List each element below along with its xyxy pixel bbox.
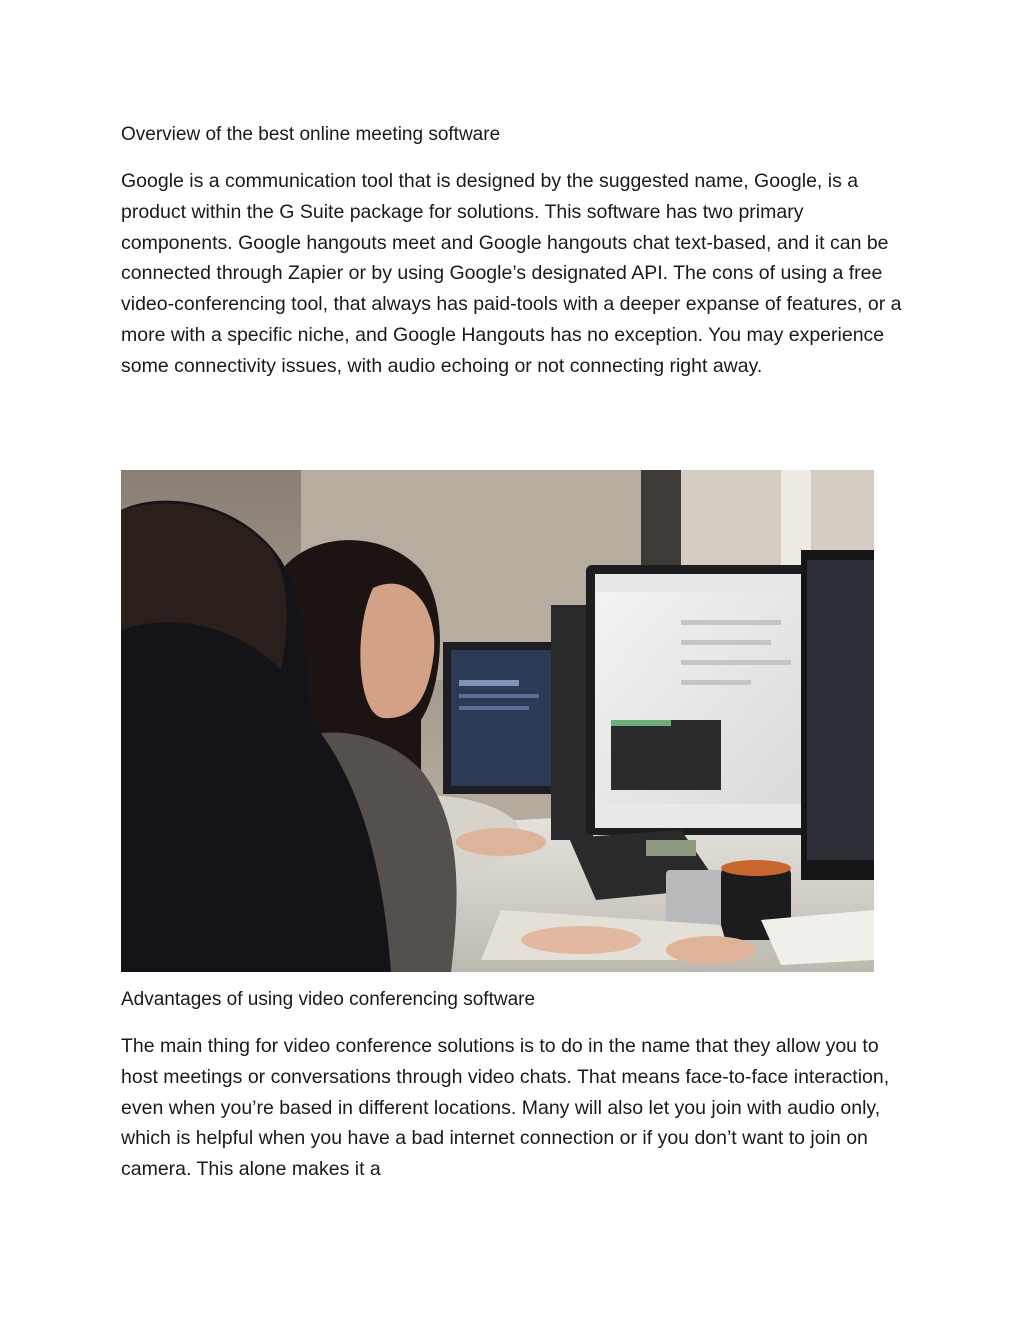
office-photo — [121, 470, 874, 972]
section-heading-overview: Overview of the best online meeting software — [121, 124, 501, 145]
office-workers-photo-illustration — [121, 470, 874, 972]
paragraph-overview: Google is a communication tool that is designed by the suggested name, Google, is a product within the G Suite package for solutions. This software has two primary components. Google hangouts meet and Google hangouts chat text-based, and it can be connected through Zapier or by using Google’s designated API. The cons of using a free video-conferencing tool, that always has paid-tools with a deeper expanse of features, or a more with a specific niche, and Google Hangouts has no exception. You may experience some connectivity issues, with audio echoing or not connecting right away. — [121, 170, 902, 377]
section-heading-advantages: Advantages of using video conferencing software — [121, 989, 536, 1010]
paragraph-advantages: The main thing for video conference solutions is to do in the name that they allow you to host meetings or conversations through video chats. That means face-to-face interaction, even when you’re based in different locations. Many will also let you join with audio only, which is helpful when you have a bad internet connection or if you don’t want to join on camera. This alone makes it a — [121, 1035, 890, 1181]
